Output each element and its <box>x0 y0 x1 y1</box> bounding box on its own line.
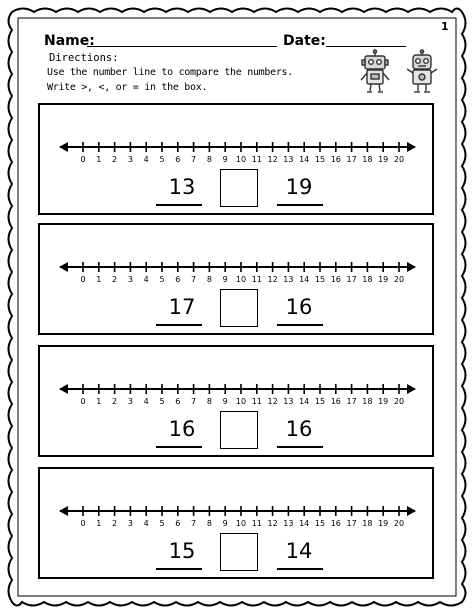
tick-label: 9 <box>222 275 228 284</box>
tick-label: 14 <box>299 275 310 284</box>
right-number: 14 <box>285 539 313 563</box>
left-number: 17 <box>168 295 196 319</box>
tick-label: 4 <box>143 519 149 528</box>
tick-label: 16 <box>330 519 341 528</box>
tick-label: 2 <box>112 155 118 164</box>
number-line <box>40 347 432 417</box>
tick-label: 8 <box>206 275 212 284</box>
tick-label: 10 <box>235 397 247 406</box>
tick-label: 4 <box>143 155 149 164</box>
tick-label: 4 <box>143 397 149 406</box>
arrow-left-icon <box>59 506 68 516</box>
tick-label: 13 <box>283 155 294 164</box>
tick-label: 17 <box>346 275 357 284</box>
directions-line-1: Use the number line to compare the numbers. <box>47 67 293 78</box>
tick-label: 1 <box>96 397 102 406</box>
robot-icon <box>404 49 440 95</box>
tick-label: 14 <box>299 519 310 528</box>
right-number: 16 <box>285 417 313 441</box>
date-field[interactable] <box>326 46 406 47</box>
tick-label: 12 <box>267 155 278 164</box>
comparison-answer-box[interactable] <box>220 533 258 571</box>
tick-label: 2 <box>112 275 118 284</box>
right-number-underline <box>277 204 323 206</box>
left-number: 13 <box>168 175 196 199</box>
tick-label: 10 <box>235 155 247 164</box>
tick-label: 3 <box>127 155 133 164</box>
tick-label: 16 <box>330 275 341 284</box>
tick-label: 18 <box>362 275 373 284</box>
number-line <box>40 105 432 175</box>
right-number-underline <box>277 568 323 570</box>
left-number-underline <box>156 324 202 326</box>
tick-label: 19 <box>378 397 389 406</box>
tick-label: 19 <box>378 519 389 528</box>
number-line <box>40 225 432 295</box>
left-number: 15 <box>168 539 196 563</box>
tick-label: 1 <box>96 155 102 164</box>
tick-label: 1 <box>96 275 102 284</box>
tick-label: 11 <box>251 275 262 284</box>
tick-label: 12 <box>267 519 278 528</box>
tick-label: 8 <box>206 397 212 406</box>
tick-label: 3 <box>127 275 133 284</box>
tick-label: 20 <box>393 519 405 528</box>
arrow-right-icon <box>407 142 416 152</box>
tick-label: 6 <box>175 155 181 164</box>
arrow-left-icon <box>59 384 68 394</box>
tick-label: 13 <box>283 397 294 406</box>
tick-label: 5 <box>159 397 165 406</box>
tick-label: 10 <box>235 275 247 284</box>
tick-label: 11 <box>251 155 262 164</box>
right-number-underline <box>277 324 323 326</box>
right-number-underline <box>277 446 323 448</box>
tick-label: 18 <box>362 519 373 528</box>
tick-label: 7 <box>191 275 197 284</box>
problem-panel <box>38 467 434 579</box>
comparison-answer-box[interactable] <box>220 411 258 449</box>
tick-label: 0 <box>80 519 86 528</box>
problem-panel <box>38 103 434 215</box>
right-number: 16 <box>285 295 313 319</box>
tick-label: 6 <box>175 519 181 528</box>
tick-label: 3 <box>127 397 133 406</box>
tick-label: 0 <box>80 397 86 406</box>
tick-label: 20 <box>393 155 405 164</box>
tick-label: 4 <box>143 275 149 284</box>
tick-label: 20 <box>393 275 405 284</box>
comparison-answer-box[interactable] <box>220 169 258 207</box>
tick-label: 8 <box>206 519 212 528</box>
tick-label: 6 <box>175 275 181 284</box>
arrow-left-icon <box>59 262 68 272</box>
arrow-right-icon <box>407 506 416 516</box>
date-label: Date: <box>283 33 326 49</box>
left-number-underline <box>156 568 202 570</box>
tick-label: 15 <box>314 275 326 284</box>
tick-label: 12 <box>267 275 278 284</box>
number-line <box>40 469 432 539</box>
left-number-underline <box>156 446 202 448</box>
tick-label: 8 <box>206 155 212 164</box>
directions-title: Directions: <box>49 52 119 64</box>
arrow-left-icon <box>59 142 68 152</box>
tick-label: 20 <box>393 397 405 406</box>
tick-label: 5 <box>159 519 165 528</box>
tick-label: 9 <box>222 397 228 406</box>
problem-panel <box>38 345 434 457</box>
arrow-right-icon <box>407 384 416 394</box>
tick-label: 18 <box>362 155 373 164</box>
directions-line-2: Write >, <, or = in the box. <box>47 82 208 93</box>
tick-label: 0 <box>80 275 86 284</box>
tick-label: 10 <box>235 519 247 528</box>
tick-label: 2 <box>112 519 118 528</box>
tick-label: 17 <box>346 519 357 528</box>
comparison-answer-box[interactable] <box>220 289 258 327</box>
left-number-underline <box>156 204 202 206</box>
tick-label: 9 <box>222 155 228 164</box>
page-number: 1 <box>441 20 449 33</box>
tick-label: 19 <box>378 275 389 284</box>
name-field[interactable] <box>87 46 277 47</box>
tick-label: 3 <box>127 519 133 528</box>
tick-label: 15 <box>314 397 326 406</box>
tick-label: 15 <box>314 519 326 528</box>
tick-label: 1 <box>96 519 102 528</box>
problem-panel <box>38 223 434 335</box>
tick-label: 11 <box>251 397 262 406</box>
tick-label: 17 <box>346 155 357 164</box>
tick-label: 18 <box>362 397 373 406</box>
name-label: Name: <box>44 33 95 49</box>
tick-label: 5 <box>159 275 165 284</box>
tick-label: 16 <box>330 397 341 406</box>
tick-label: 12 <box>267 397 278 406</box>
tick-label: 19 <box>378 155 389 164</box>
tick-label: 2 <box>112 397 118 406</box>
tick-label: 6 <box>175 397 181 406</box>
robot-icon <box>357 49 393 95</box>
right-number: 19 <box>285 175 313 199</box>
tick-label: 5 <box>159 155 165 164</box>
tick-label: 16 <box>330 155 341 164</box>
tick-label: 11 <box>251 519 262 528</box>
tick-label: 9 <box>222 519 228 528</box>
tick-label: 7 <box>191 155 197 164</box>
tick-label: 14 <box>299 155 310 164</box>
tick-label: 13 <box>283 519 294 528</box>
tick-label: 7 <box>191 397 197 406</box>
tick-label: 15 <box>314 155 326 164</box>
tick-label: 17 <box>346 397 357 406</box>
tick-label: 7 <box>191 519 197 528</box>
tick-label: 13 <box>283 275 294 284</box>
arrow-right-icon <box>407 262 416 272</box>
left-number: 16 <box>168 417 196 441</box>
tick-label: 14 <box>299 397 310 406</box>
tick-label: 0 <box>80 155 86 164</box>
